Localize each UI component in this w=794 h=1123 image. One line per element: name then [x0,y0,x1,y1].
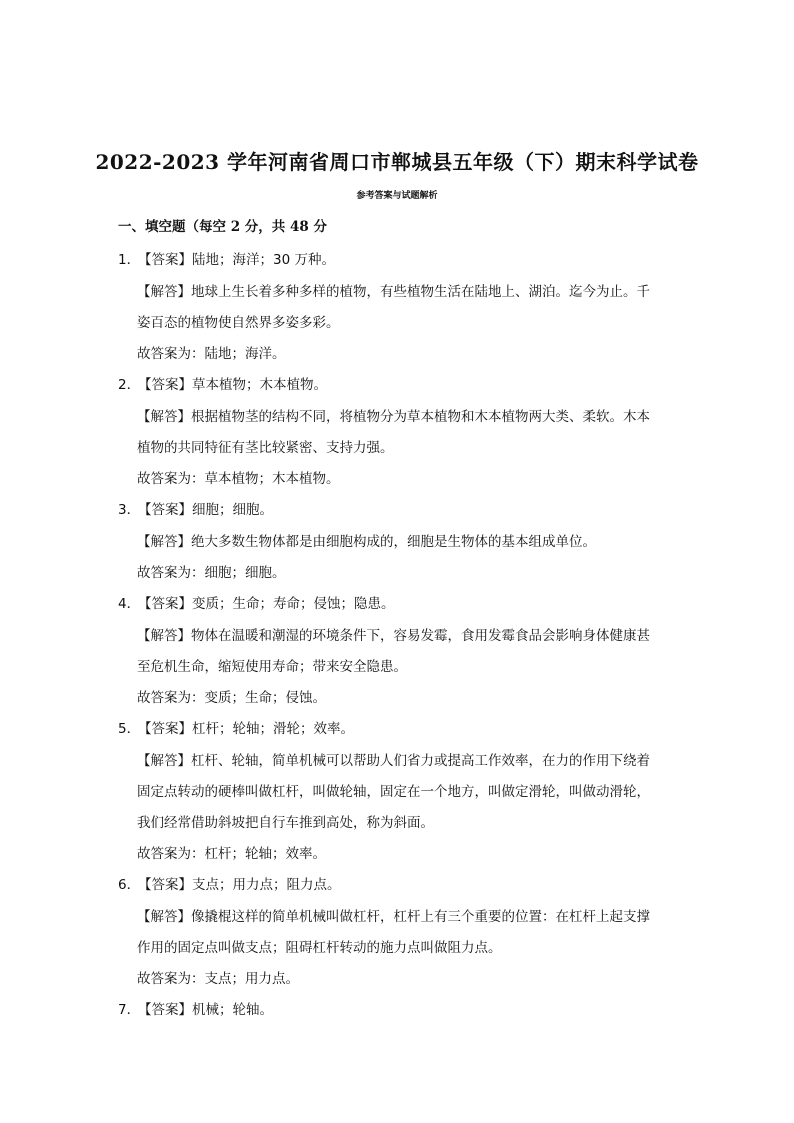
item-1-explanation: 【解答】地球上生长着多种多样的植物，有些植物生活在陆地上、湖泊。迄今为止。千 [137,284,650,300]
item-5-answer: 5．【答案】杠杆；轮轴；滑轮；效率。 [118,721,354,737]
item-6-explanation: 【解答】像撬棍这样的简单机械叫做杠杆，杠杆上有三个重要的位置：在杠杆上起支撑 [137,909,650,925]
item-2-explanation: 【解答】根据植物茎的结构不同，将植物分为草本植物和木本植物两大类、柔软。木本 [137,409,650,425]
item-6-explanation-cont: 作用的固定点叫做支点；阻碍杠杆转动的施力点叫做阻力点。 [137,940,502,956]
item-2-final: 故答案为：草本植物；木本植物。 [137,471,340,487]
item-6-final: 故答案为：支点；用力点。 [137,971,299,987]
item-4-final: 故答案为：变质；生命；侵蚀。 [137,690,326,706]
item-5-explanation-cont-1: 固定点转动的硬棒叫做杠杆，叫做轮轴，固定在一个地方，叫做定滑轮，叫做动滑轮， [137,784,650,800]
section-heading: 一、填空题（每空 2 分，共 48 分 [118,219,327,235]
item-3-final: 故答案为：细胞；细胞。 [137,565,286,581]
item-5-explanation-cont-2: 我们经常借助斜坡把自行车推到高处，称为斜面。 [137,815,434,831]
item-1-explanation-cont: 姿百态的植物使自然界多姿多彩。 [137,315,340,331]
item-4-answer: 4．【答案】变质；生命；寿命；侵蚀；隐患。 [118,596,395,612]
page-subtitle: 参考答案与试题解析 [356,191,438,201]
item-3-explanation: 【解答】绝大多数生物体都是由细胞构成的，细胞是生物体的基本组成单位。 [137,534,596,550]
item-2-answer: 2．【答案】草本植物；木本植物。 [118,377,327,393]
item-5-final: 故答案为：杠杆；轮轴；效率。 [137,846,326,862]
item-4-explanation: 【解答】物体在温暖和潮湿的环境条件下，容易发霉，食用发霉食品会影响身体健康甚 [137,628,650,644]
page-title: 2022-2023 学年河南省周口市郸城县五年级（下）期末科学试卷 [95,150,699,174]
item-1-answer: 1．【答案】陆地；海洋；30 万种。 [118,252,335,268]
item-7-answer: 7．【答案】机械；轮轴。 [118,1002,273,1018]
item-6-answer: 6．【答案】支点；用力点；阻力点。 [118,877,341,893]
item-4-explanation-cont: 至危机生命，缩短使用寿命；带来安全隐患。 [137,659,407,675]
item-2-explanation-cont: 植物的共同特征有茎比较紧密、支持力强。 [137,440,394,456]
item-1-final: 故答案为：陆地；海洋。 [137,346,286,362]
item-5-explanation: 【解答】杠杆、轮轴，简单机械可以帮助人们省力或提高工作效率，在力的作用下绕着 [137,753,650,769]
item-3-answer: 3．【答案】细胞；细胞。 [118,502,273,518]
